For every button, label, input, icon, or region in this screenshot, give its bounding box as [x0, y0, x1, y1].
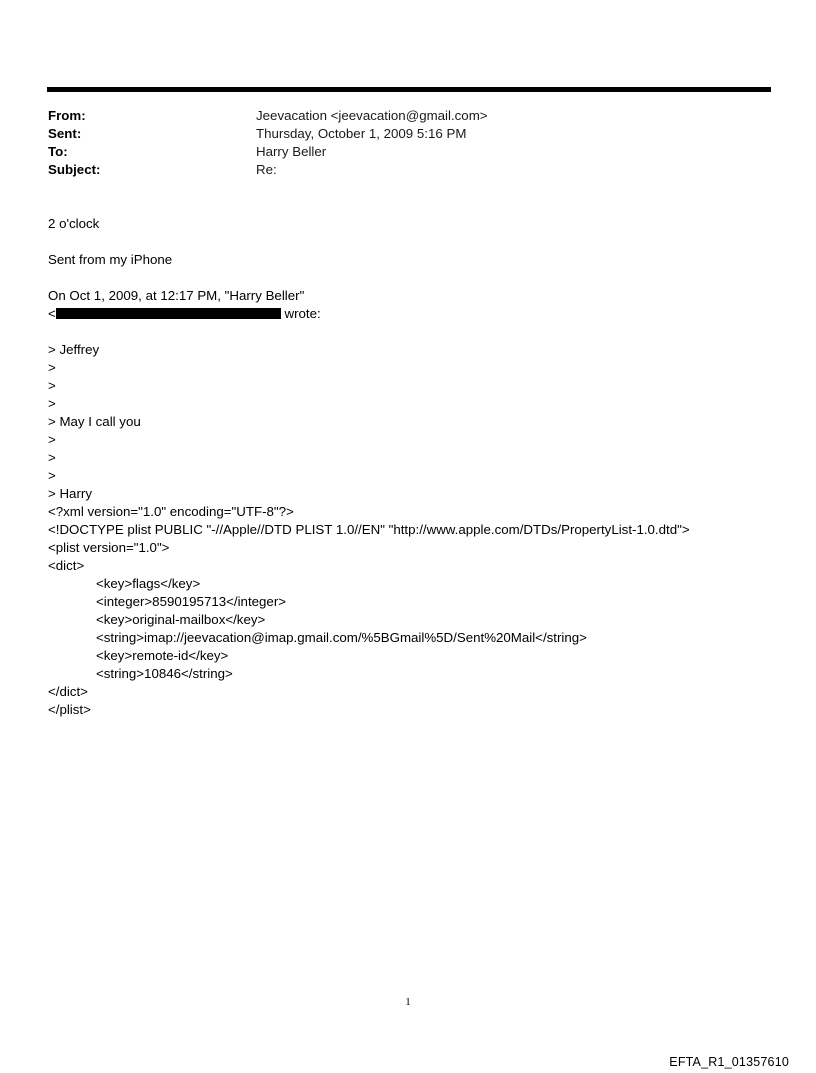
- sent-row: [48, 125, 748, 143]
- quoted-line: > May I call you: [48, 414, 141, 429]
- redaction-bar: [56, 308, 281, 319]
- quoted-line: >: [48, 450, 56, 465]
- xml-dict-line: <integer>8590195713</integer>: [96, 594, 287, 609]
- quoted-line: >: [48, 360, 56, 375]
- xml-close-line: </plist>: [48, 702, 91, 717]
- xml-line: <!DOCTYPE plist PUBLIC "-//Apple//DTD PLIST 1.0//EN" "http://www.apple.com/DTDs/PropertyList-1.0.dtd">: [48, 522, 690, 537]
- quote-intro: On Oct 1, 2009, at 12:17 PM, "Harry Beller": [48, 288, 305, 303]
- xml-dict-line: <key>original-mailbox</key>: [96, 612, 266, 627]
- to-row: [48, 143, 748, 161]
- xml-dict-line: <string>10846</string>: [96, 666, 233, 681]
- page-number: 1: [405, 996, 411, 1008]
- quote-intro-sender: [48, 305, 788, 323]
- quoted-line: > Jeffrey: [48, 342, 100, 357]
- subject-row: [48, 161, 748, 179]
- email-body: [48, 215, 788, 719]
- quoted-line: >: [48, 378, 56, 393]
- to-label: To:: [48, 144, 68, 159]
- from-row: [48, 107, 748, 125]
- xml-dict-line: <key>remote-id</key>: [96, 648, 229, 663]
- header-divider: [47, 87, 771, 92]
- sent-label: Sent:: [48, 126, 82, 141]
- xml-dict-line: <string>imap://jeevacation@imap.gmail.com/%5BGmail%5D/Sent%20Mail</string>: [96, 630, 587, 645]
- reply-text: 2 o'clock: [48, 216, 100, 231]
- quoted-line: >: [48, 396, 56, 411]
- subject-label: Subject:: [48, 162, 101, 177]
- signature: Sent from my iPhone: [48, 252, 173, 267]
- quoted-line: >: [48, 468, 56, 483]
- quote-intro-wrote: wrote:: [280, 306, 321, 321]
- xml-dict-line: <key>flags</key>: [96, 576, 201, 591]
- xml-close-line: </dict>: [48, 684, 88, 699]
- xml-line: <?xml version="1.0" encoding="UTF-8"?>: [48, 504, 294, 519]
- xml-line: <plist version="1.0">: [48, 540, 170, 555]
- quote-intro-open: <: [48, 306, 56, 321]
- sent-value: Thursday, October 1, 2009 5:16 PM: [256, 126, 467, 141]
- from-label: From:: [48, 108, 86, 123]
- document-id: EFTA_R1_01357610: [669, 1055, 789, 1069]
- to-value: Harry Beller: [256, 144, 327, 159]
- quoted-line: >: [48, 432, 56, 447]
- xml-line: <dict>: [48, 558, 85, 573]
- subject-value: Re:: [256, 162, 277, 177]
- from-value: Jeevacation <jeevacation@gmail.com>: [256, 108, 488, 123]
- quoted-line: > Harry: [48, 486, 92, 501]
- email-header: [48, 107, 748, 179]
